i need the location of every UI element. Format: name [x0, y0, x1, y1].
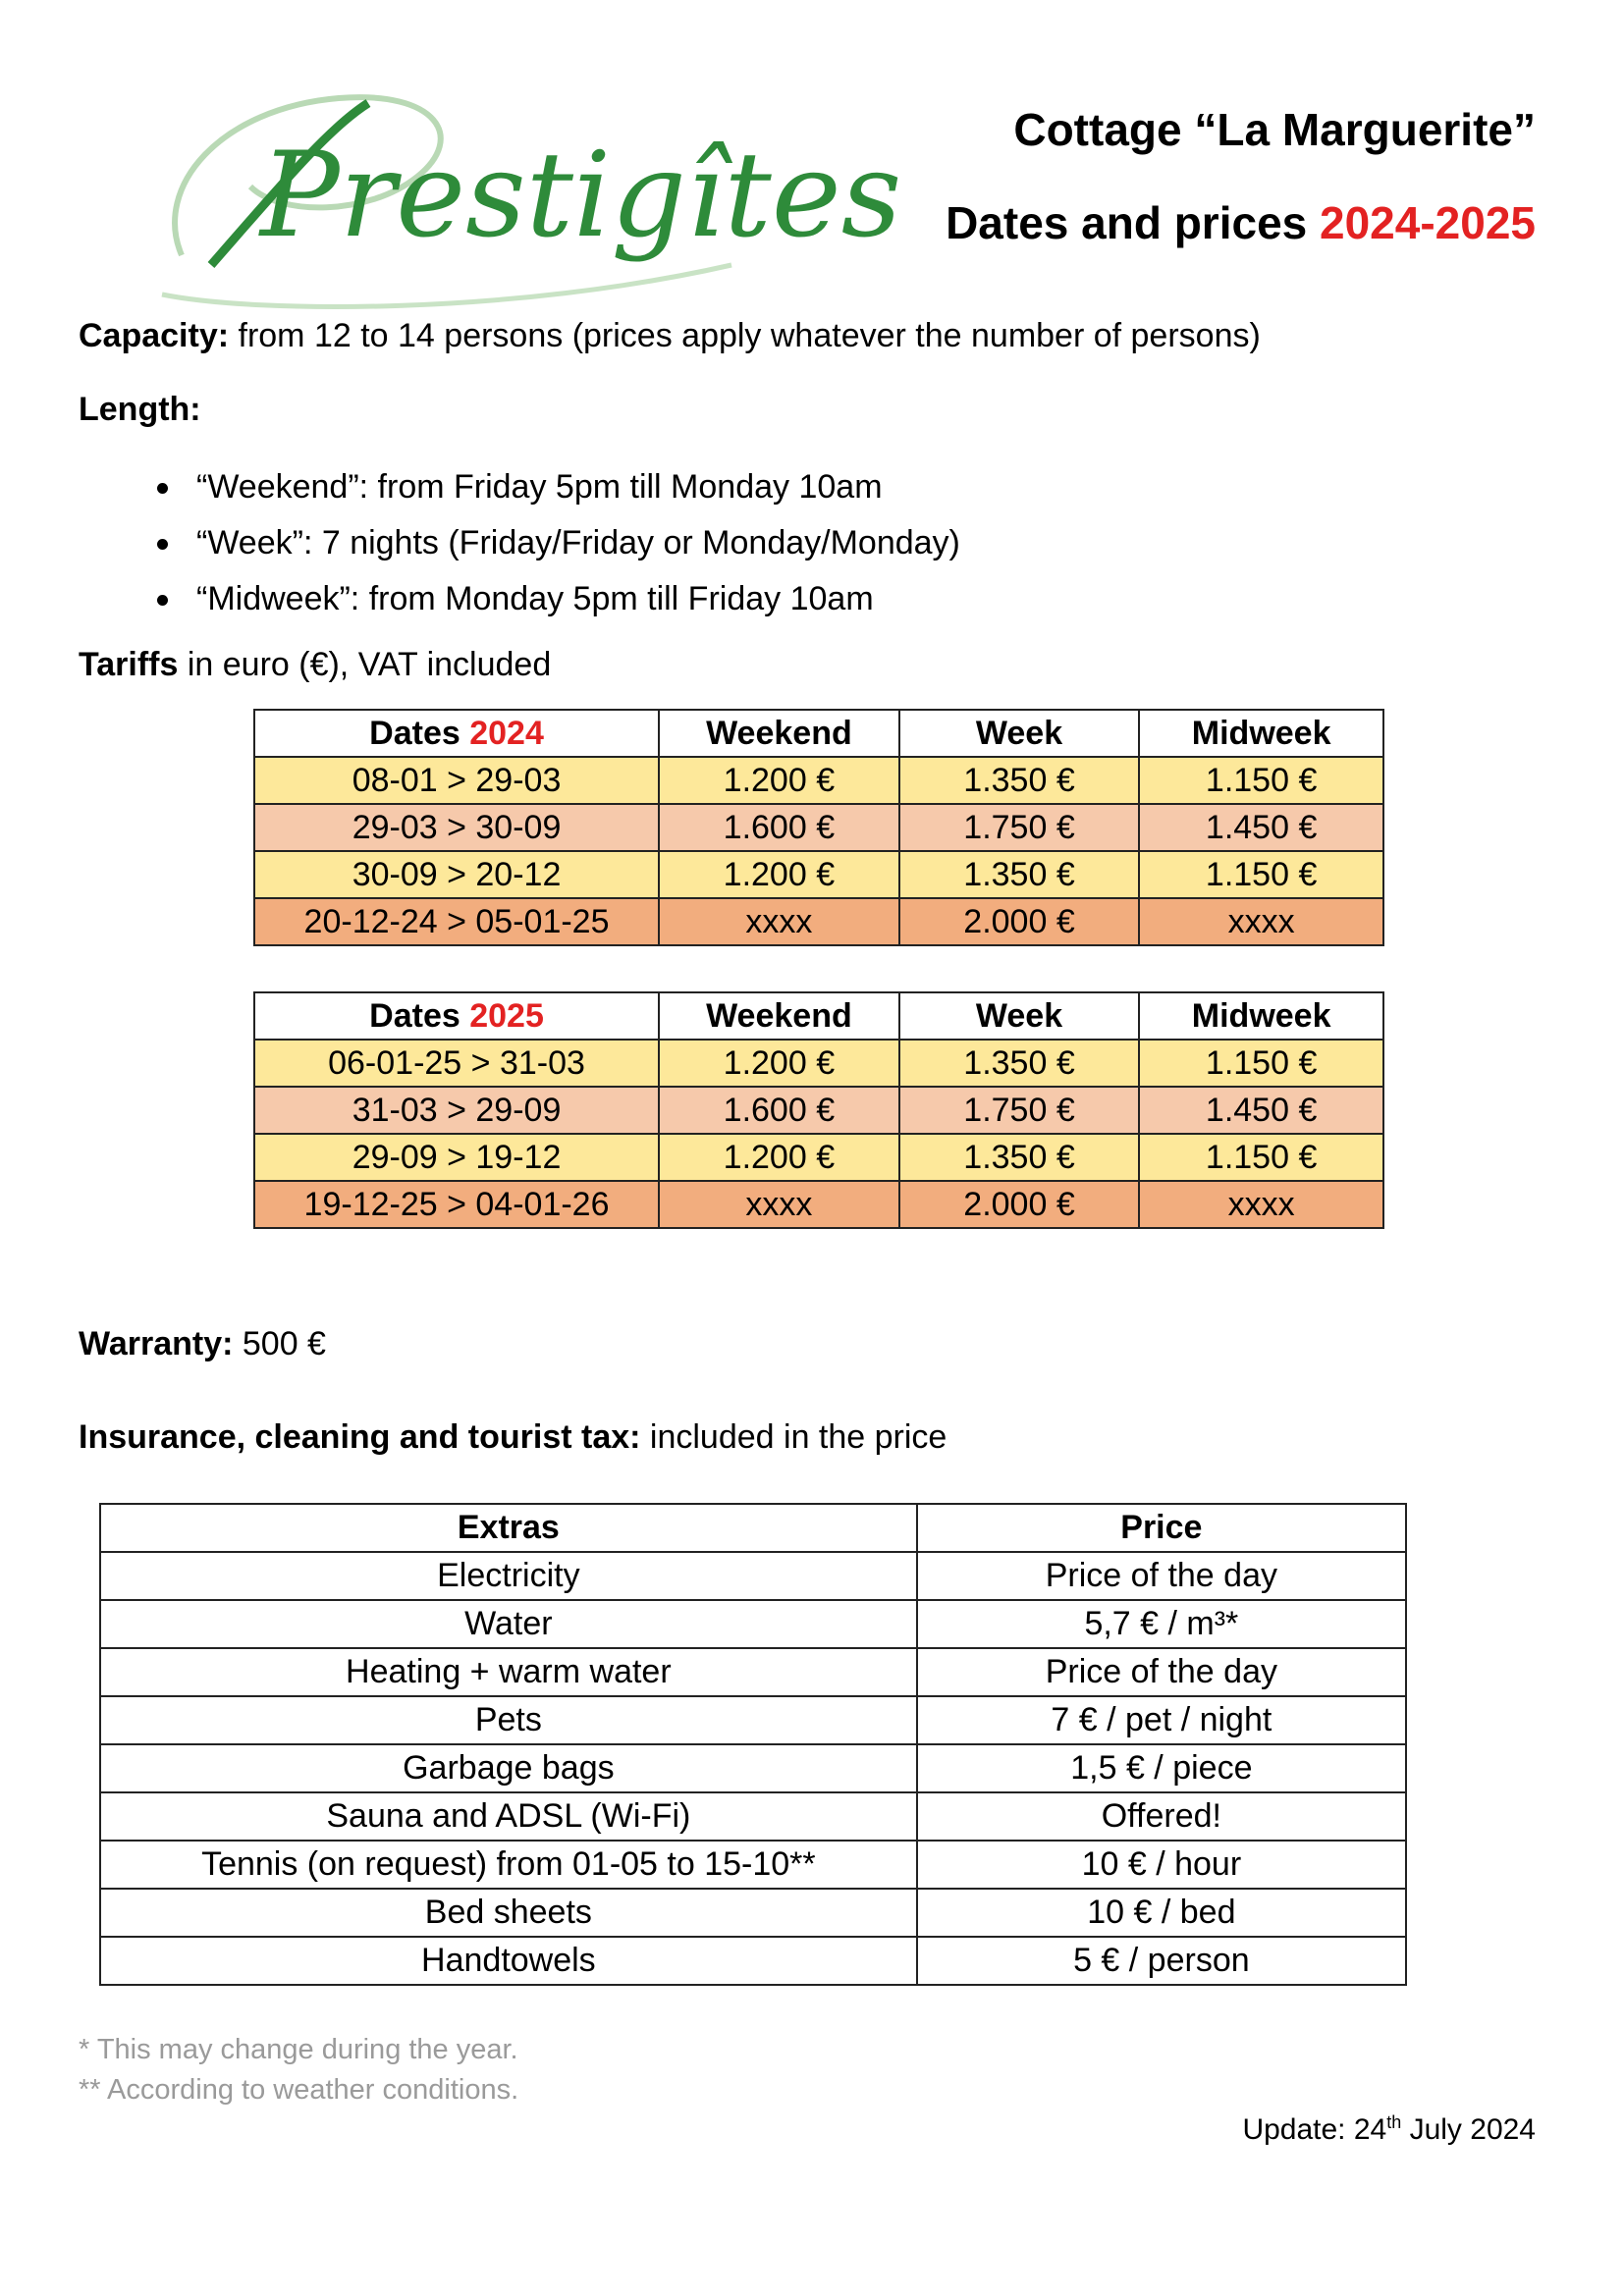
length-list	[157, 459, 960, 627]
table-cell-price: 10 € / bed	[917, 1889, 1406, 1937]
table-cell-week: 1.750 €	[899, 1087, 1140, 1134]
extras-table	[99, 1503, 1407, 1986]
table-row	[254, 898, 1383, 945]
table-row	[100, 1889, 1406, 1937]
capacity-line	[79, 317, 1261, 355]
list-item-text: “Week”: 7 nights (Friday/Friday or Monday/Monday)	[196, 524, 960, 561]
column-header-extras: Extras	[100, 1504, 917, 1552]
table-cell-week: 1.750 €	[899, 804, 1140, 851]
table-cell-midweek: 1.150 €	[1139, 1134, 1383, 1181]
update-ordinal: th	[1386, 2112, 1402, 2132]
list-item-text: “Midweek”: from Monday 5pm till Friday 10am	[196, 580, 874, 617]
table-cell-dates: 06-01-25 > 31-03	[254, 1040, 659, 1087]
table-cell-extra: Garbage bags	[100, 1744, 917, 1792]
table-row	[100, 1841, 1406, 1889]
prices-table-2024	[253, 709, 1384, 946]
table-cell-extra: Sauna and ADSL (Wi-Fi)	[100, 1792, 917, 1841]
table-cell-dates: 30-09 > 20-12	[254, 851, 659, 898]
table-row	[100, 1600, 1406, 1648]
table-row	[254, 851, 1383, 898]
update-date	[1242, 2112, 1536, 2147]
table-row	[100, 1792, 1406, 1841]
table-row	[100, 1744, 1406, 1792]
table-row	[254, 1134, 1383, 1181]
table-cell-price: Offered!	[917, 1792, 1406, 1841]
table-cell-week: 1.350 €	[899, 851, 1140, 898]
table-cell-midweek: xxxx	[1139, 1181, 1383, 1228]
table-cell-price: 5 € / person	[917, 1937, 1406, 1985]
column-header-midweek: Midweek	[1139, 710, 1383, 757]
update-prefix: Update: 24	[1242, 2113, 1387, 2146]
table-row	[100, 1937, 1406, 1985]
column-header-dates	[254, 710, 659, 757]
bullet-icon	[157, 483, 168, 494]
table-cell-dates: 08-01 > 29-03	[254, 757, 659, 804]
column-header-week: Week	[899, 710, 1140, 757]
length-label-text: Length:	[79, 391, 201, 428]
table-cell-price: 10 € / hour	[917, 1841, 1406, 1889]
table-cell-extra: Water	[100, 1600, 917, 1648]
table-cell-extra: Heating + warm water	[100, 1648, 917, 1696]
table-cell-weekend: 1.200 €	[659, 757, 899, 804]
column-header-dates	[254, 992, 659, 1040]
prestigites-logo	[142, 69, 902, 324]
table-row	[254, 1087, 1383, 1134]
table-cell-dates: 29-03 > 30-09	[254, 804, 659, 851]
warranty-line	[79, 1325, 326, 1363]
table-cell-week: 1.350 €	[899, 1040, 1140, 1087]
table-cell-dates: 29-09 > 19-12	[254, 1134, 659, 1181]
column-header-weekend: Weekend	[659, 710, 899, 757]
table-header-row	[254, 992, 1383, 1040]
table-cell-weekend: 1.200 €	[659, 1040, 899, 1087]
table-row	[254, 1181, 1383, 1228]
table-cell-midweek: 1.150 €	[1139, 1040, 1383, 1087]
table-cell-price: 7 € / pet / night	[917, 1696, 1406, 1744]
logo-text: Prestigîtes	[260, 128, 902, 264]
table-row	[254, 804, 1383, 851]
table-cell-weekend: 1.600 €	[659, 1087, 899, 1134]
table-cell-midweek: 1.450 €	[1139, 1087, 1383, 1134]
bullet-icon	[157, 539, 168, 550]
table-cell-week: 2.000 €	[899, 1181, 1140, 1228]
table-cell-week: 1.350 €	[899, 1134, 1140, 1181]
column-header-price: Price	[917, 1504, 1406, 1552]
prices-table-2025	[253, 991, 1384, 1229]
list-item	[157, 459, 960, 515]
page-subtitle	[946, 196, 1536, 249]
logo-graphic	[142, 69, 902, 324]
table-cell-dates: 31-03 > 29-09	[254, 1087, 659, 1134]
list-item	[157, 515, 960, 571]
footnote-weather: ** According to weather conditions.	[79, 2074, 519, 2106]
table-cell-week: 1.350 €	[899, 757, 1140, 804]
table-cell-midweek: xxxx	[1139, 898, 1383, 945]
table-header-row	[254, 710, 1383, 757]
warranty-text: 500 €	[233, 1325, 326, 1362]
table-cell-weekend: xxxx	[659, 1181, 899, 1228]
table-row	[100, 1648, 1406, 1696]
capacity-text: from 12 to 14 persons (prices apply whatever the number of persons)	[229, 317, 1261, 354]
table-cell-extra: Bed sheets	[100, 1889, 917, 1937]
table-cell-dates: 19-12-25 > 04-01-26	[254, 1181, 659, 1228]
tariffs-line	[79, 646, 551, 684]
table-cell-midweek: 1.450 €	[1139, 804, 1383, 851]
update-suffix: July 2024	[1401, 2113, 1536, 2146]
insurance-line	[79, 1418, 947, 1457]
bullet-icon	[157, 595, 168, 606]
table-cell-midweek: 1.150 €	[1139, 757, 1383, 804]
table-header-row	[100, 1504, 1406, 1552]
table-cell-weekend: 1.200 €	[659, 1134, 899, 1181]
table-cell-weekend: 1.600 €	[659, 804, 899, 851]
page-title: Cottage “La Marguerite”	[1013, 104, 1536, 155]
table-cell-midweek: 1.150 €	[1139, 851, 1383, 898]
year-label: 2025	[469, 997, 544, 1035]
capacity-label: Capacity:	[79, 317, 230, 354]
table-cell-dates: 20-12-24 > 05-01-25	[254, 898, 659, 945]
dates-header-text: Dates	[369, 715, 470, 752]
subtitle-prefix: Dates and prices	[946, 197, 1321, 248]
table-cell-extra: Electricity	[100, 1552, 917, 1600]
table-cell-extra: Handtowels	[100, 1937, 917, 1985]
tariffs-label: Tariffs	[79, 646, 179, 683]
footnote-price-change: * This may change during the year.	[79, 2034, 518, 2065]
insurance-label: Insurance, cleaning and tourist tax:	[79, 1418, 641, 1456]
table-cell-extra: Pets	[100, 1696, 917, 1744]
warranty-label: Warranty:	[79, 1325, 234, 1362]
insurance-text: included in the price	[640, 1418, 947, 1456]
subtitle-years: 2024-2025	[1320, 197, 1536, 248]
tariffs-text: in euro (€), VAT included	[178, 646, 552, 683]
table-cell-week: 2.000 €	[899, 898, 1140, 945]
length-label	[79, 391, 201, 429]
table-cell-weekend: xxxx	[659, 898, 899, 945]
table-row	[100, 1696, 1406, 1744]
table-row	[100, 1552, 1406, 1600]
table-cell-price: Price of the day	[917, 1552, 1406, 1600]
table-cell-price: 5,7 € / m³*	[917, 1600, 1406, 1648]
table-cell-price: Price of the day	[917, 1648, 1406, 1696]
dates-header-text: Dates	[369, 997, 470, 1035]
table-cell-price: 1,5 € / piece	[917, 1744, 1406, 1792]
column-header-midweek: Midweek	[1139, 992, 1383, 1040]
list-item	[157, 571, 960, 627]
table-row	[254, 1040, 1383, 1087]
table-cell-extra: Tennis (on request) from 01-05 to 15-10**	[100, 1841, 917, 1889]
column-header-week: Week	[899, 992, 1140, 1040]
list-item-text: “Weekend”: from Friday 5pm till Monday 10am	[196, 468, 883, 506]
table-cell-weekend: 1.200 €	[659, 851, 899, 898]
table-row	[254, 757, 1383, 804]
column-header-weekend: Weekend	[659, 992, 899, 1040]
year-label: 2024	[469, 715, 544, 752]
